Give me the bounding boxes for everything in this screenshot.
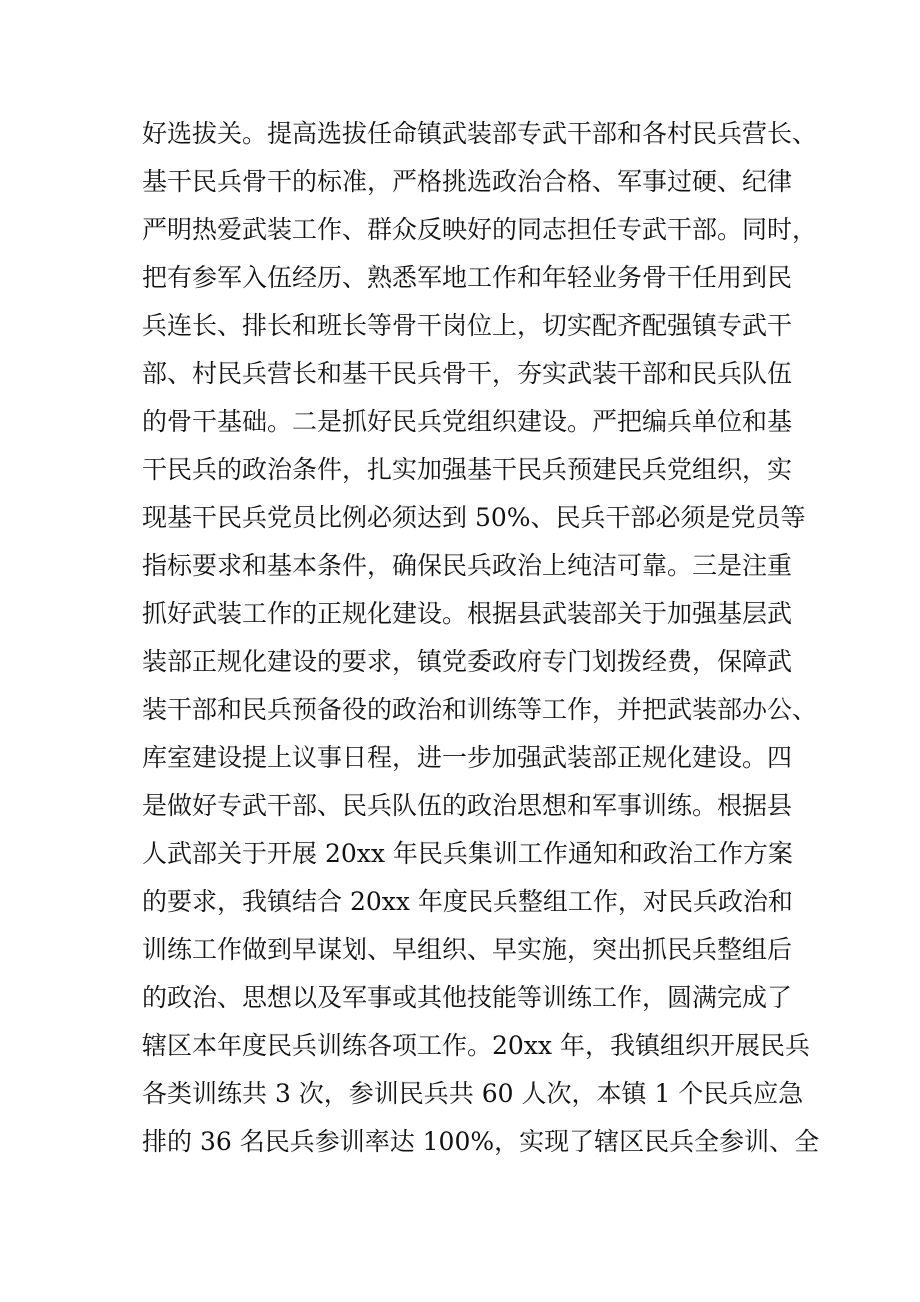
text-line: 的要求，我镇结合 20xx 年度民兵整组工作，对民兵政治和 [142, 887, 793, 916]
body-text [142, 110, 842, 1166]
text-line: 辖区本年度民兵训练各项工作。20xx 年，我镇组织开展民兵 [142, 1031, 810, 1060]
text-line: 部、村民兵营长和基干民兵骨干，夯实武装干部和民兵队伍 [142, 359, 793, 388]
text-line: 现基干民兵党员比例必须达到 50%、民兵干部必须是党员等 [142, 503, 806, 532]
text-line: 指标要求和基本条件，确保民兵政治上纯洁可靠。三是注重 [142, 551, 793, 580]
text-line: 人武部关于开展 20xx 年民兵集训工作通知和政治工作方案 [142, 839, 793, 868]
text-line: 库室建设提上议事日程，进一步加强武装部正规化建设。四 [142, 743, 793, 772]
text-line: 是做好专武干部、民兵队伍的政治思想和军事训练。根据县 [142, 791, 793, 820]
text-line: 抓好武装工作的正规化建设。根据县武装部关于加强基层武 [142, 599, 793, 628]
text-line: 的骨干基础。二是抓好民兵党组织建设。严把编兵单位和基 [142, 407, 793, 436]
text-line: 的政治、思想以及军事或其他技能等训练工作，圆满完成了 [142, 983, 793, 1012]
text-line: 排的 36 名民兵参训率达 100%，实现了辖区民兵全参训、全 [142, 1127, 820, 1156]
text-line: 各类训练共 3 次，参训民兵共 60 人次，本镇 1 个民兵应急 [142, 1079, 804, 1108]
text-line: 基干民兵骨干的标准，严格挑选政治合格、军事过硬、纪律 [142, 167, 793, 196]
text-line: 好选拔关。提高选拔任命镇武装部专武干部和各村民兵营长、 [142, 119, 818, 148]
text-line: 装部正规化建设的要求，镇党委政府专门划拨经费，保障武 [142, 647, 793, 676]
text-line: 训练工作做到早谋划、早组织、早实施，突出抓民兵整组后 [142, 935, 793, 964]
text-line: 严明热爱武装工作、群众反映好的同志担任专武干部。同时， [142, 215, 818, 244]
text-line: 把有参军入伍经历、熟悉军地工作和年轻业务骨干任用到民 [142, 263, 793, 292]
text-line: 兵连长、排长和班长等骨干岗位上，切实配齐配强镇专武干 [142, 311, 793, 340]
text-line: 装干部和民兵预备役的政治和训练等工作，并把武装部办公、 [142, 695, 818, 724]
text-line: 干民兵的政治条件，扎实加强基干民兵预建民兵党组织，实 [142, 455, 793, 484]
